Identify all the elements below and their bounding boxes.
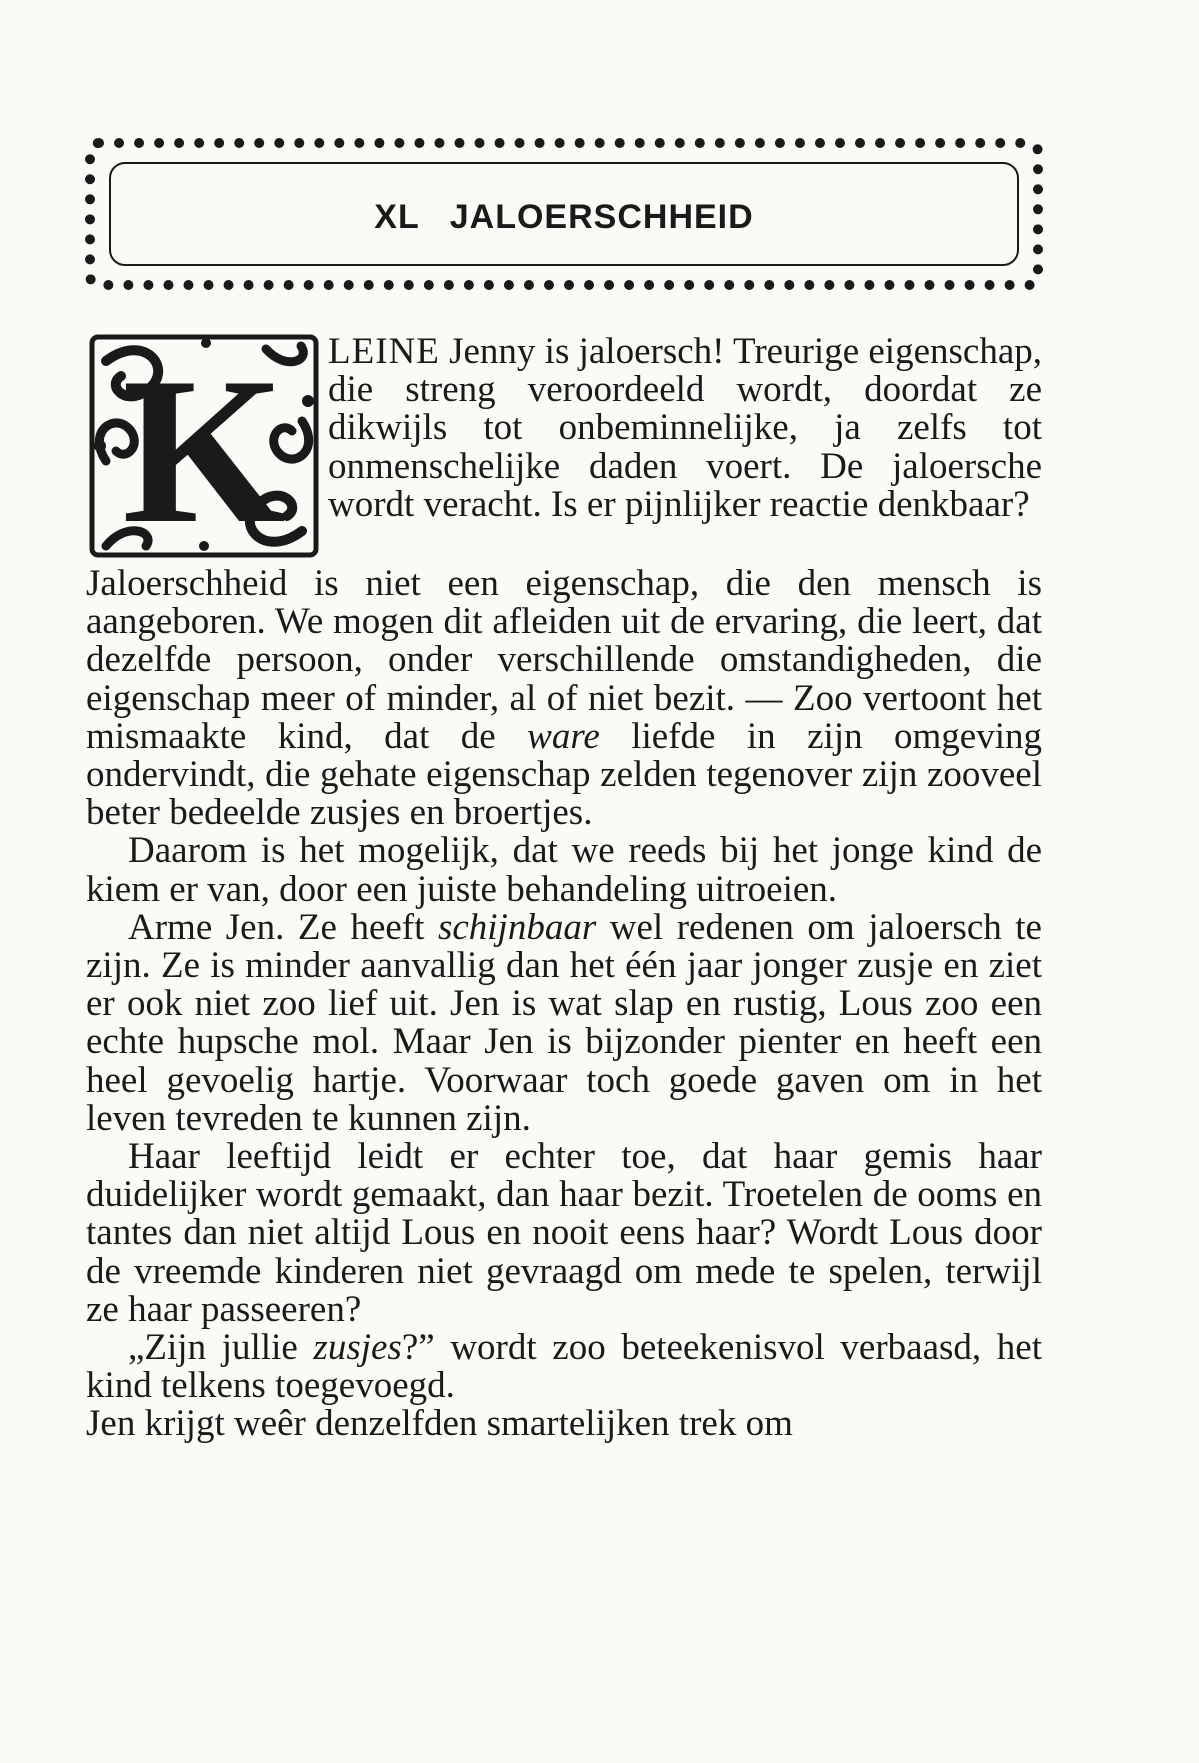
chapter-title: JALOERSCHHEID: [449, 198, 754, 236]
paragraph-5: [86, 1329, 1042, 1405]
paragraph-1-emphasis: ware: [527, 715, 600, 757]
paragraph-5-part-a: „Zijn jullie: [128, 1327, 314, 1369]
chapter-heading: [95, 198, 1033, 237]
paragraph-1-part-b: liefde in zijn omgeving ondervindt, die gehate eigenschap zelden tegenover zijn zooveel beter bedeelde zusjes en broertjes.: [86, 715, 1042, 834]
paragraph-5-part-b: ?” wordt zoo beteekenisvol verbaasd, het kind telkens toegevoegd.: [86, 1327, 1042, 1407]
opening-paragraph: [328, 333, 1042, 524]
opening-text: Jenny is jaloersch! Treurige eigenschap, die streng veroordeeld wordt, doordat ze dikwijls tot onbeminnelijke, ja zelfs tot onmenschelijke daden voert. De jaloersche wordt veracht. Is er pijnlijker reactie denkbaar?: [328, 331, 1042, 525]
body-text: [86, 565, 1042, 1444]
paragraph-3-part-b: wel redenen om jaloersch te zijn. Ze is minder aanvallig dan het één jaar jonger zusje en ziet er ook niet zoo lief uit. Jen is wat slap en rustig, Lous zoo een echte hupsche mol. Maar Jen is bijzonder pienter en heeft een heel gevoelig hartje. Voorwaar toch goede gaven om in het leven tevreden te kunnen zijn.: [86, 906, 1042, 1139]
paragraph-3-emphasis: schijnbaar: [437, 906, 597, 948]
paragraph-4: Haar leeftijd leidt er echter toe, dat haar gemis haar duidelijker wordt gemaakt, dan haar bezit. Troetelen de ooms en tantes dan niet altijd Lous en nooit eens haar? Wordt Lous door de vreemde kinderen niet gevraagd om mede te spelen, terwijl ze haar passeeren?: [86, 1136, 1042, 1330]
paragraph-2: Daarom is het mogelijk, dat we reeds bij het jonge kind de kiem er van, door een juiste behandeling uitroeien.: [86, 830, 1042, 910]
paragraph-1: [86, 565, 1042, 832]
paragraph-5-emphasis: zusjes: [313, 1327, 402, 1369]
chapter-number: XL: [374, 198, 420, 236]
paragraph-6: Jen krijgt weêr denzelfden smartelijken trek om: [86, 1403, 793, 1445]
paragraph-3: [86, 906, 1042, 1139]
ornamental-dropcap: [86, 331, 322, 561]
chapter-header-frame: [85, 138, 1043, 290]
paragraph-3-part-a: Arme Jen. Ze heeft: [128, 906, 438, 948]
opening-smallcaps: LEINE: [328, 331, 440, 372]
dropcap-letter: K: [122, 335, 286, 561]
paragraph-1-part-a: Jaloerschheid is niet een eigenschap, die den mensch is aangeboren. We mogen dit afleiden uit de ervaring, die leert, dat dezelfde persoon, onder verschillende omstandigheden, die eigenschap meer of minder, al of niet bezit. — Zoo vertoont het mismaakte kind, dat de: [86, 563, 1042, 757]
dropcap-ornament-icon: [86, 331, 322, 561]
